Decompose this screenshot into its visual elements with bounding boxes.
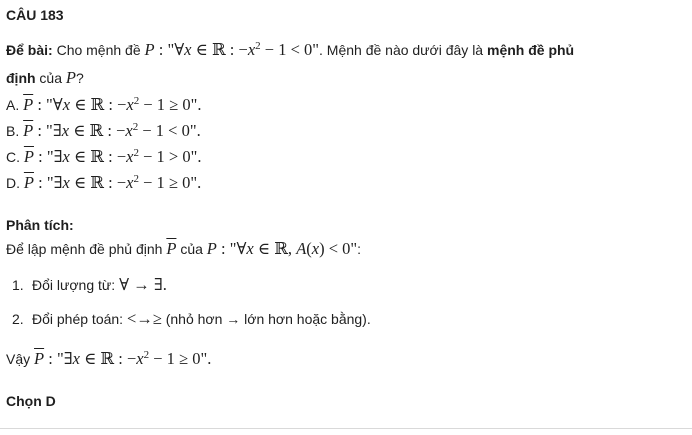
- analysis-conclusion: [6, 349, 211, 369]
- prompt-bold-2: định: [6, 70, 36, 86]
- step-tail: (nhỏ hơn → lớn hơn hoặc bằng).: [161, 311, 371, 327]
- analysis-intro-text-2: của: [176, 241, 207, 257]
- prompt-statement: P : "∀x ∈ ℝ : $-x^2 - 1 < 0$": [144, 40, 319, 59]
- conclusion-expression: $\overline{P}$ : "∃x ∈ ℝ : $-x^2 - 1 \ge 0$".: [34, 349, 212, 368]
- prompt-text-3: của: [35, 70, 66, 86]
- step-number: 1.: [12, 277, 24, 293]
- step-expression: <→≥: [126, 309, 162, 328]
- analysis-step-1: [6, 275, 167, 295]
- option-expression: $\overline{P}$ : "∃x ∈ ℝ : $-x^2 - 1 \ge 0$".: [23, 173, 202, 192]
- option-expression: $\overline{P}$ : "∃x ∈ ℝ : $-x^2 - 1 > 0$".: [23, 147, 202, 166]
- option-expression: $\overline{P}$ : "∀x ∈ ℝ : $-x^2 - 1 \ge 0$".: [23, 95, 202, 114]
- step-text: Đổi lượng từ:: [32, 277, 120, 293]
- analysis-p-bar: $\overline{P}$: [166, 239, 177, 258]
- prompt-label: Để bài:: [6, 42, 53, 58]
- option-a: [6, 95, 201, 115]
- question-prompt-line-2: [6, 68, 84, 88]
- analysis-step-2: [6, 309, 371, 329]
- option-expression: $\overline{P}$ : "∃x ∈ ℝ : $-x^2 - 1 < 0$".: [23, 121, 201, 140]
- analysis-intro-text: Để lập mệnh đề phủ định: [6, 241, 167, 257]
- step-number: 2.: [12, 311, 24, 327]
- question-title: CÂU 183: [6, 7, 64, 23]
- prompt-text-2: . Mệnh đề nào dưới đây là: [319, 42, 487, 58]
- conclusion-prefix: Vậy: [6, 351, 35, 367]
- prompt-bold: mệnh đề phủ: [487, 42, 575, 58]
- option-letter: A.: [6, 97, 20, 113]
- step-expression: ∀ → ∃.: [119, 275, 167, 294]
- question-prompt-line-1: [6, 40, 574, 60]
- analysis-intro-colon: :: [357, 241, 362, 257]
- option-letter: B.: [6, 123, 20, 139]
- answer-label: Chọn D: [6, 393, 56, 409]
- option-b: [6, 121, 201, 141]
- option-c: [6, 147, 201, 167]
- analysis-intro-expression: P : "∀x ∈ ℝ, A(x) < 0": [206, 239, 358, 258]
- prompt-text: Cho mệnh đề: [52, 42, 145, 58]
- analysis-intro: [6, 239, 361, 259]
- option-letter: D.: [6, 175, 20, 191]
- option-letter: C.: [6, 149, 20, 165]
- option-d: [6, 173, 201, 193]
- analysis-heading: Phân tích:: [6, 217, 74, 233]
- step-text: Đổi phép toán:: [32, 311, 127, 327]
- prompt-end: ?: [76, 70, 84, 86]
- bottom-divider: [0, 428, 692, 429]
- prompt-p-symbol: P: [65, 68, 76, 87]
